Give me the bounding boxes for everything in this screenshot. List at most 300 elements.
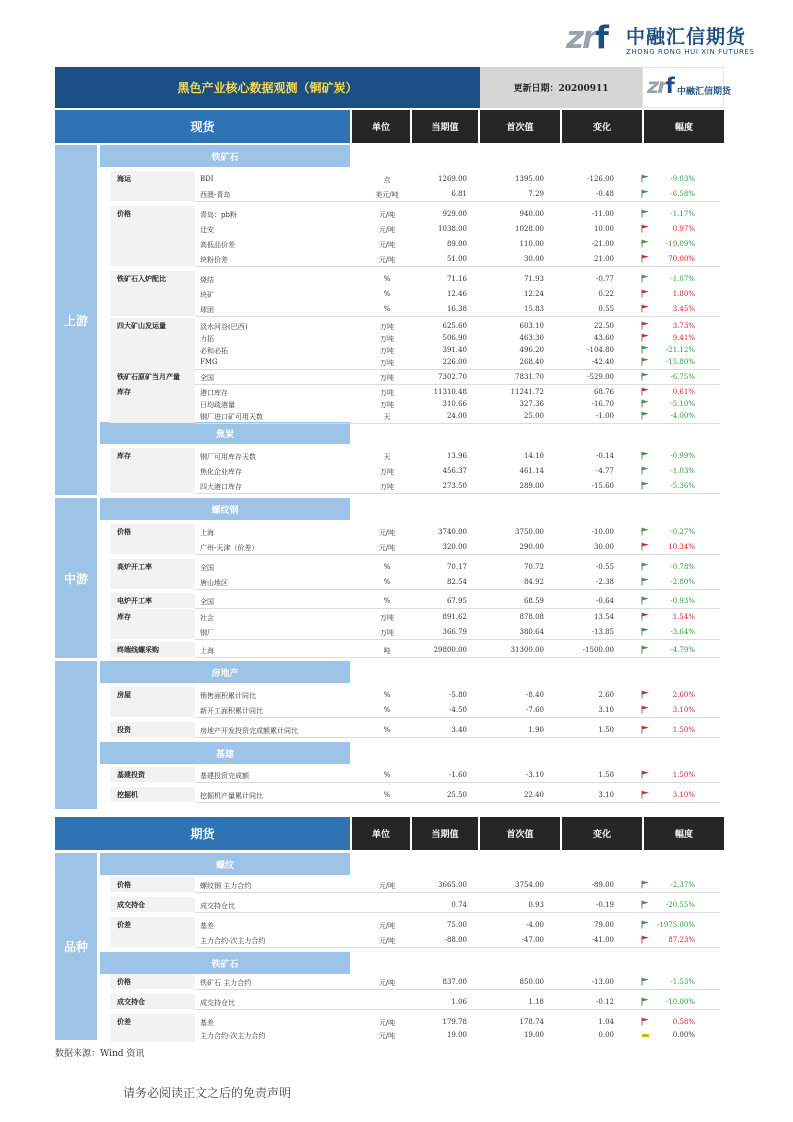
unit-cell: 万吨 (380, 389, 394, 397)
pct-change: -0.27% (670, 528, 695, 536)
change-value: 3.10 (598, 706, 614, 714)
unit-cell: 元/吨 (378, 1019, 396, 1027)
change-value: -0.48 (596, 190, 614, 198)
table-row (195, 560, 720, 575)
col-unit: 单位 (352, 110, 410, 143)
red-flag-icon (641, 321, 650, 330)
unit-cell: 万吨 (380, 629, 394, 637)
pct-change: -1975.00% (657, 921, 695, 929)
red-flag-icon (641, 542, 650, 551)
indicator-name: 淡水河谷(巴西) (200, 323, 248, 331)
category-label: 电炉开工率 (110, 593, 195, 608)
change-value: 68.76 (593, 388, 614, 396)
col-pct: 幅度 (644, 110, 724, 143)
current-value: 837.00 (442, 978, 467, 986)
table-row (195, 625, 720, 640)
pct-change: -0.93% (670, 597, 695, 605)
red-flag-icon (641, 333, 650, 342)
pct-change: -0.78% (670, 563, 695, 571)
previous-value: 84.92 (523, 578, 544, 586)
current-value: 3.40 (451, 726, 467, 734)
unit-cell: % (383, 597, 391, 605)
previous-value: 850.00 (519, 978, 544, 986)
indicator-name: 西澳-青岛 (200, 191, 231, 199)
previous-value: 3754.00 (515, 881, 544, 889)
green-flag-icon (641, 451, 650, 460)
pct-change: 0.58% (672, 1018, 695, 1026)
green-flag-icon (641, 466, 650, 475)
logo-name-en: ZHONG RONG HUI XIN FUTURES (626, 48, 755, 56)
pct-change: 0.00% (672, 1031, 695, 1039)
col-current: 当期值 (412, 110, 478, 143)
red-flag-icon (641, 1017, 650, 1026)
update-date: 更新日期：20200911 (480, 67, 642, 108)
current-value: 391.40 (442, 346, 467, 354)
indicator-name: 上海 (200, 647, 214, 655)
change-value: 13.54 (593, 613, 614, 621)
table-row (195, 449, 720, 464)
group-downstream (55, 661, 97, 809)
indicator-name: 房地产开发投资完成额累计同比 (200, 727, 298, 735)
table-row (195, 287, 720, 302)
previous-value: 940.00 (519, 210, 544, 218)
current-value: 3740.00 (438, 528, 467, 536)
category-label: 铁矿石入炉配比 (110, 271, 195, 316)
green-flag-icon (641, 527, 650, 536)
table-row (195, 995, 720, 1010)
green-flag-icon (641, 372, 650, 381)
indicator-name: 广州-天津（价差） (200, 544, 259, 552)
pct-change: -5.36% (670, 482, 695, 490)
current-value: 12.46 (446, 290, 467, 298)
change-value: -41.00 (591, 936, 614, 944)
indicator-name: 块矿 (200, 291, 214, 299)
unit-cell: 元/吨 (378, 979, 396, 987)
pct-change: -21.12% (665, 346, 695, 354)
pct-change: 2.60% (672, 691, 695, 699)
logo-name-cn: 中融汇信期货 (626, 26, 747, 48)
category-label: 价格 (110, 974, 195, 989)
change-value: -126.00 (587, 175, 614, 183)
fut-col-unit: 单位 (352, 817, 410, 850)
table-row (195, 610, 720, 625)
section-infra: 基建 (100, 742, 350, 764)
unit-cell: 万吨 (380, 323, 394, 331)
indicator-name: 唐山地区 (200, 579, 228, 587)
current-value: 1269.00 (438, 175, 467, 183)
category-label: 海运 (110, 171, 195, 201)
previous-value: 11241.72 (510, 388, 544, 396)
current-value: 11310.48 (433, 388, 467, 396)
green-flag-icon (641, 189, 650, 198)
change-value: 1.50 (598, 771, 614, 779)
current-value: 3665.00 (438, 881, 467, 889)
previous-value: 1395.00 (515, 175, 544, 183)
indicator-name: 钢厂进口矿可用天数 (200, 413, 263, 421)
category-label: 库存 (110, 609, 195, 639)
current-value: 7302.70 (438, 373, 467, 381)
pct-change: 10.34% (668, 543, 695, 551)
table-row (195, 187, 720, 202)
previous-value: 289.00 (519, 482, 544, 490)
unit-cell: 元/吨 (378, 529, 396, 537)
pct-change: -9.03% (670, 175, 695, 183)
indicator-name: 青岛：pb粉 (200, 211, 237, 219)
unit-cell: 元/吨 (378, 544, 396, 552)
current-value: 456.37 (442, 467, 467, 475)
current-value: 71.16 (446, 275, 467, 283)
previous-value: 178.74 (519, 1018, 544, 1026)
pct-change: 0.61% (672, 388, 695, 396)
table-row (195, 237, 720, 252)
current-value: 273.50 (442, 482, 467, 490)
previous-value: 380.64 (519, 628, 544, 636)
unit-cell: 万吨 (380, 359, 394, 367)
change-value: 0.55 (598, 305, 614, 313)
fut-col-current: 当期值 (412, 817, 478, 850)
previous-value: 30.00 (523, 255, 544, 263)
change-value: 3.10 (598, 791, 614, 799)
fut-col-pct: 幅度 (644, 817, 724, 850)
previous-value: -8.40 (526, 691, 544, 699)
category-label: 价格 (110, 877, 195, 892)
indicator-name: 烧结 (200, 276, 214, 284)
previous-value: -4.00 (526, 921, 544, 929)
col-previous: 首次值 (480, 110, 560, 143)
current-value: 19.00 (446, 1031, 467, 1039)
current-value: 82.54 (446, 578, 467, 586)
unit-cell: 元/吨 (378, 937, 396, 945)
green-flag-icon (641, 274, 650, 283)
current-value: 75.00 (446, 921, 467, 929)
change-value: -104.80 (587, 346, 614, 354)
table-row (195, 933, 720, 948)
unit-cell: % (383, 275, 391, 283)
change-value: 2.60 (598, 691, 614, 699)
indicator-name: 新开工面积累计同比 (200, 707, 263, 715)
pct-change: -4.00% (670, 412, 695, 420)
table-row (195, 207, 720, 222)
change-value: -0.19 (596, 901, 614, 909)
col-change: 变化 (562, 110, 642, 143)
table-row (195, 1028, 720, 1043)
unit-cell: 万吨 (380, 401, 394, 409)
unit-cell: 万吨 (380, 374, 394, 382)
category-label: 价差 (110, 1014, 195, 1042)
unit-cell: 元/吨 (378, 241, 396, 249)
indicator-name: 四大港口库存 (200, 483, 242, 491)
table-row (195, 688, 720, 703)
previous-value: 463.30 (519, 334, 544, 342)
indicator-name: 全国 (200, 374, 214, 382)
green-flag-icon (641, 977, 650, 986)
unit-cell: 万吨 (380, 468, 394, 476)
change-value: 79.00 (593, 921, 614, 929)
green-flag-icon (641, 880, 650, 889)
green-flag-icon (641, 399, 650, 408)
green-flag-icon (641, 596, 650, 605)
pct-change: 70.00% (668, 255, 695, 263)
indicator-name: 上海 (200, 529, 214, 537)
disclaimer: 请务必阅读正文之后的免责声明 (123, 1086, 292, 1100)
current-value: 320.00 (442, 543, 467, 551)
pct-change: -1.17% (670, 210, 695, 218)
current-value: 366.79 (442, 628, 467, 636)
change-value: 0.00 (598, 1031, 614, 1039)
pct-change: 9.41% (672, 334, 695, 342)
previous-value: 12.24 (523, 290, 544, 298)
change-value: 10.00 (593, 225, 614, 233)
table-row (195, 409, 720, 424)
previous-value: 1.18 (528, 998, 544, 1006)
red-flag-icon (641, 725, 650, 734)
category-label: 价格 (110, 524, 195, 554)
indicator-name: 焦化企业库存 (200, 468, 242, 476)
previous-value: 70.72 (523, 563, 544, 571)
category-label: 成交持仓 (110, 897, 195, 912)
red-flag-icon (641, 690, 650, 699)
category-label: 库存 (110, 448, 195, 493)
unit-cell: % (383, 791, 391, 799)
change-value: 1.04 (598, 1018, 614, 1026)
flat-flag-icon (641, 1030, 650, 1039)
change-value: -0.14 (596, 452, 614, 460)
previous-value: -3.10 (526, 771, 544, 779)
previous-value: 25.00 (523, 412, 544, 420)
indicator-name: 必和必拓 (200, 347, 228, 355)
pct-change: 1.80% (672, 290, 695, 298)
pct-change: -1.03% (670, 467, 695, 475)
unit-cell: % (383, 706, 391, 714)
indicator-name: BDI (200, 175, 214, 183)
section-property: 房地产 (100, 661, 350, 683)
indicator-name: 基差 (200, 1019, 214, 1027)
red-flag-icon (641, 289, 650, 298)
change-value: 1.50 (598, 726, 614, 734)
green-flag-icon (641, 345, 650, 354)
red-flag-icon (641, 705, 650, 714)
indicator-name: FMG (200, 358, 218, 366)
indicator-name: 迁安 (200, 226, 214, 234)
fut-col-change: 变化 (562, 817, 642, 850)
indicator-name: 挖掘机产量累计同比 (200, 792, 263, 800)
pct-change: 1.54% (672, 613, 695, 621)
section-fut-rebar: 螺纹 (100, 853, 350, 875)
previous-value: 327.36 (519, 400, 544, 408)
table-row (195, 479, 720, 494)
table-row (195, 575, 720, 590)
table-row (195, 788, 720, 803)
previous-value: -7.60 (526, 706, 544, 714)
pct-change: -6.58% (670, 190, 695, 198)
table-row (195, 643, 720, 658)
category-label: 成交持仓 (110, 994, 195, 1009)
current-value: 310.66 (442, 400, 467, 408)
previous-value: 22.40 (523, 791, 544, 799)
futures-header: 期货 (55, 817, 350, 850)
unit-cell: % (383, 290, 391, 298)
unit-cell: 元/吨 (378, 256, 396, 264)
pct-change: -6.75% (670, 373, 695, 381)
table-row (195, 355, 720, 370)
red-flag-icon (641, 387, 650, 396)
change-value: -10.00 (591, 528, 614, 536)
table-row (195, 540, 720, 555)
red-flag-icon (641, 935, 650, 944)
change-value: -529.00 (587, 373, 614, 381)
change-value: -13.00 (591, 978, 614, 986)
category-label: 投资 (110, 722, 195, 737)
current-value: 0.74 (451, 901, 467, 909)
pct-change: -1.07% (670, 275, 695, 283)
indicator-name: 块粉价差 (200, 256, 228, 264)
category-label: 高炉开工率 (110, 559, 195, 589)
current-value: -4.50 (449, 706, 467, 714)
green-flag-icon (641, 481, 650, 490)
current-value: 51.00 (446, 255, 467, 263)
unit-cell: 元/吨 (378, 226, 396, 234)
pct-change: -0.99% (670, 452, 695, 460)
section-iron-ore: 铁矿石 (100, 145, 350, 167)
green-flag-icon (641, 174, 650, 183)
pct-change: -2.37% (670, 881, 695, 889)
indicator-name: 全国 (200, 564, 214, 572)
change-value: -2.38 (596, 578, 614, 586)
change-value: -89.00 (591, 881, 614, 889)
indicator-name: 钢厂可用库存天数 (200, 453, 256, 461)
small-logo: zrf 中融汇信期货 (642, 67, 724, 108)
previous-value: 31300.00 (510, 646, 544, 654)
indicator-name: 球团 (200, 306, 214, 314)
change-value: -0.12 (596, 998, 614, 1006)
data-source: 数据来源：Wind 资讯 (55, 1049, 145, 1059)
unit-cell: 万吨 (380, 483, 394, 491)
current-value: 625.60 (442, 322, 467, 330)
section-coke: 焦炭 (100, 422, 350, 444)
pct-change: -2.80% (670, 578, 695, 586)
report-title: 黑色产业核心数据观测（铜矿炭） (55, 67, 480, 108)
current-value: 6.81 (451, 190, 467, 198)
red-flag-icon (641, 612, 650, 621)
green-flag-icon (641, 209, 650, 218)
indicator-name: 力拓 (200, 335, 214, 343)
previous-value: 1.90 (528, 726, 544, 734)
unit-cell: 点 (383, 176, 391, 184)
fut-col-previous: 首次值 (480, 817, 560, 850)
indicator-name: 钢厂 (200, 629, 214, 637)
current-value: 179.78 (442, 1018, 467, 1026)
indicator-name: 销售面积累计同比 (200, 692, 256, 700)
change-value: -0.77 (596, 275, 614, 283)
current-value: 1.06 (451, 998, 467, 1006)
change-value: -42.40 (591, 358, 614, 366)
green-flag-icon (641, 997, 650, 1006)
pct-change: 1.50% (672, 726, 695, 734)
category-label: 四大矿山发运量 (110, 318, 195, 369)
change-value: -16.70 (591, 400, 614, 408)
unit-cell: 元/吨 (378, 1032, 396, 1040)
table-row (195, 525, 720, 540)
current-value: 506.90 (442, 334, 467, 342)
current-value: 929.00 (442, 210, 467, 218)
indicator-name: 主力合约-次主力合约 (200, 1032, 266, 1040)
red-flag-icon (641, 770, 650, 779)
unit-cell: 万吨 (380, 335, 394, 343)
green-flag-icon (641, 562, 650, 571)
previous-value: -47.00 (521, 936, 544, 944)
unit-cell: % (383, 305, 391, 313)
green-flag-icon (641, 577, 650, 586)
change-value: -21.00 (591, 240, 614, 248)
current-value: 1038.00 (438, 225, 467, 233)
current-value: 67.95 (446, 597, 467, 605)
category-label: 价差 (110, 917, 195, 947)
unit-cell: 元/吨 (378, 882, 396, 890)
previous-value: 461.14 (519, 467, 544, 475)
unit-cell: % (383, 726, 391, 734)
change-value: 0.22 (598, 290, 614, 298)
indicator-name: 主力合约-次主力合约 (200, 937, 266, 945)
unit-cell: % (383, 578, 391, 586)
green-flag-icon (641, 627, 650, 636)
pct-change: 3.45% (672, 305, 695, 313)
current-value: 16.38 (446, 305, 467, 313)
pct-change: -15.80% (665, 358, 695, 366)
spot-header: 现货 (55, 110, 350, 143)
current-value: -5.80 (449, 691, 467, 699)
indicator-name: 基差 (200, 922, 214, 930)
pct-change: -5.10% (670, 400, 695, 408)
indicator-name: 成交持仓比 (200, 999, 235, 1007)
change-value: 22.50 (593, 322, 614, 330)
pct-change: -3.64% (670, 628, 695, 636)
table-row (195, 898, 720, 913)
green-flag-icon (641, 920, 650, 929)
pct-change: -10.00% (665, 998, 695, 1006)
pct-change: 1.50% (672, 771, 695, 779)
category-label: 终端线螺采购 (110, 642, 195, 657)
current-value: 25.50 (446, 791, 467, 799)
green-flag-icon (641, 645, 650, 654)
change-value: 43.60 (593, 334, 614, 342)
indicator-name: 港口库存 (200, 389, 228, 397)
category-label: 价格 (110, 206, 195, 266)
green-flag-icon (641, 357, 650, 366)
table-row (195, 272, 720, 287)
indicator-name: 高低品价差 (200, 241, 235, 249)
table-row (195, 878, 720, 893)
pct-change: -19.09% (665, 240, 695, 248)
previous-value: 290.00 (519, 543, 544, 551)
pct-change: 3.10% (672, 791, 695, 799)
current-value: -88.00 (444, 936, 467, 944)
table-row (195, 975, 720, 990)
indicator-name: 日均疏港量 (200, 401, 235, 409)
red-flag-icon (641, 304, 650, 313)
unit-cell: 元/吨 (378, 922, 396, 930)
red-flag-icon (641, 254, 650, 263)
change-value: -0.64 (596, 597, 614, 605)
previous-value: 878.08 (519, 613, 544, 621)
previous-value: 7831.70 (515, 373, 544, 381)
indicator-name: 螺纹钢 主力合约 (200, 882, 252, 890)
category-label: 基建投资 (110, 767, 195, 782)
indicator-name: 铁矿石 主力合约 (200, 979, 252, 987)
unit-cell: 天 (383, 453, 391, 461)
red-flag-icon (641, 224, 650, 233)
category-label: 库存 (110, 384, 195, 423)
previous-value: 1028.00 (515, 225, 544, 233)
